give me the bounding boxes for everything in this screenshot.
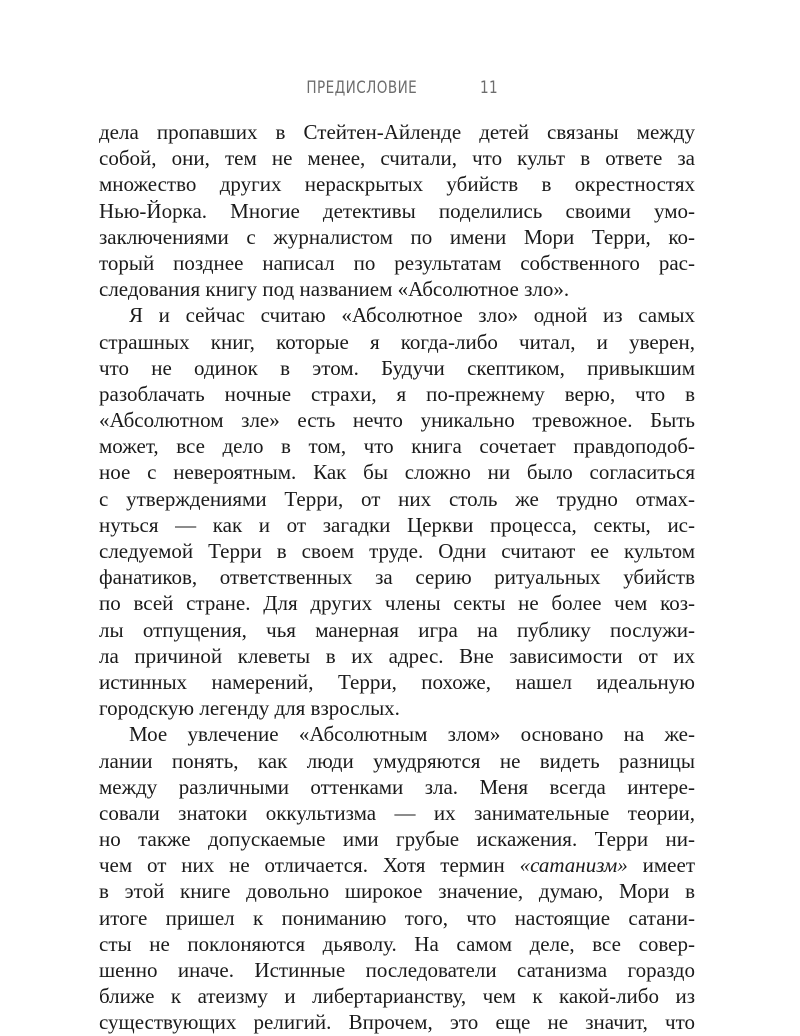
chapter-title: ПРЕДИСЛОВИЕ (306, 78, 418, 98)
text-line-with-term (99, 852, 695, 878)
text-line: «Абсолютном зле» есть нечто уникально тревожное. Быть (99, 408, 695, 433)
text-line: существующих религий. Впрочем, это еще не значит, что (99, 1010, 695, 1035)
text-segment: имеет (627, 853, 695, 878)
paragraph-end-line: следования книгу под названием «Абсолютное зло». (99, 277, 570, 302)
text-line: собой, они, тем не менее, считали, что культ в ответе за (99, 146, 695, 171)
text-line: фанатиков, ответственных за серию ритуальных убийств (99, 565, 695, 590)
running-head (80, 78, 720, 102)
text-line: лы отпущения, чья манерная игра на публику послужи- (99, 617, 695, 642)
text-line: ближе к атеизму и либертарианству, чем к какой-либо из (99, 984, 695, 1009)
italic-term: «сатанизм» (519, 853, 628, 878)
text-segment: чем от них не отличается. Хотя термин (99, 853, 520, 878)
text-line: множество других нераскрытых убийств в окрестностях (99, 172, 695, 197)
text-line: итоге пришел к пониманию того, что настоящие сатани- (99, 905, 695, 930)
text-line: совали знатоки оккультизма — их занимательные теории, (99, 800, 695, 825)
text-line: может, все дело в том, что книга сочетает правдоподоб- (99, 434, 695, 459)
text-line: что не одинок в этом. Будучи скептиком, привыкшим (99, 355, 695, 380)
body-text (99, 119, 695, 1036)
paragraph-first-line: Мое увлечение «Абсолютным злом» основано на же- (129, 722, 695, 747)
text-line: сты не поклоняются дьяволу. На самом деле, все совер- (99, 931, 695, 956)
text-line: ное с невероятным. Как бы сложно ни было согласиться (99, 460, 695, 485)
text-line: следуемой Терри в своем труде. Одни считают ее культом (99, 539, 695, 563)
text-line: с утверждениями Терри, от них столь же трудно отмах- (99, 486, 695, 511)
text-line: истинных намерений, Терри, похоже, нашел идеальную (99, 669, 695, 694)
text-line: по всей стране. Для других члены секты не более чем коз- (99, 591, 695, 616)
text-line: торый позднее написал по результатам собственного рас- (99, 250, 695, 275)
text-line: лании понять, как люди умудряются не видеть разницы (99, 748, 695, 773)
text-line: заключениями с журналистом по имени Мори Терри, ко- (99, 224, 695, 249)
text-line: шенно иначе. Истинные последователи сатанизма гораздо (99, 958, 695, 982)
paragraph-end-line: городскую легенду для взрослых. (99, 696, 400, 721)
page-number: 11 (480, 78, 499, 98)
paragraph-first-line: Я и сейчас считаю «Абсолютное зло» одной из самых (129, 303, 695, 328)
text-line: в этой книге довольно широкое значение, думаю, Мори в (99, 879, 695, 904)
text-line: страшных книг, которые я когда-либо читал, и уверен, (99, 329, 695, 354)
text-line: дела пропавших в Стейтен-Айленде детей связаны между (99, 120, 695, 144)
text-line: нуться — как и от загадки Церкви процесса, секты, ис- (99, 512, 695, 537)
text-line: Нью-Йорка. Многие детективы поделились своими умо- (99, 198, 695, 223)
text-line: ла причиной клеветы в их адрес. Вне зависимости от их (99, 643, 695, 668)
text-line: разоблачать ночные страхи, я по-прежнему верю, что в (99, 381, 695, 406)
text-line: между различными оттенками зла. Меня всегда интере- (99, 774, 695, 799)
text-line: но также допускаемые ими грубые искажения. Терри ни- (99, 827, 695, 852)
